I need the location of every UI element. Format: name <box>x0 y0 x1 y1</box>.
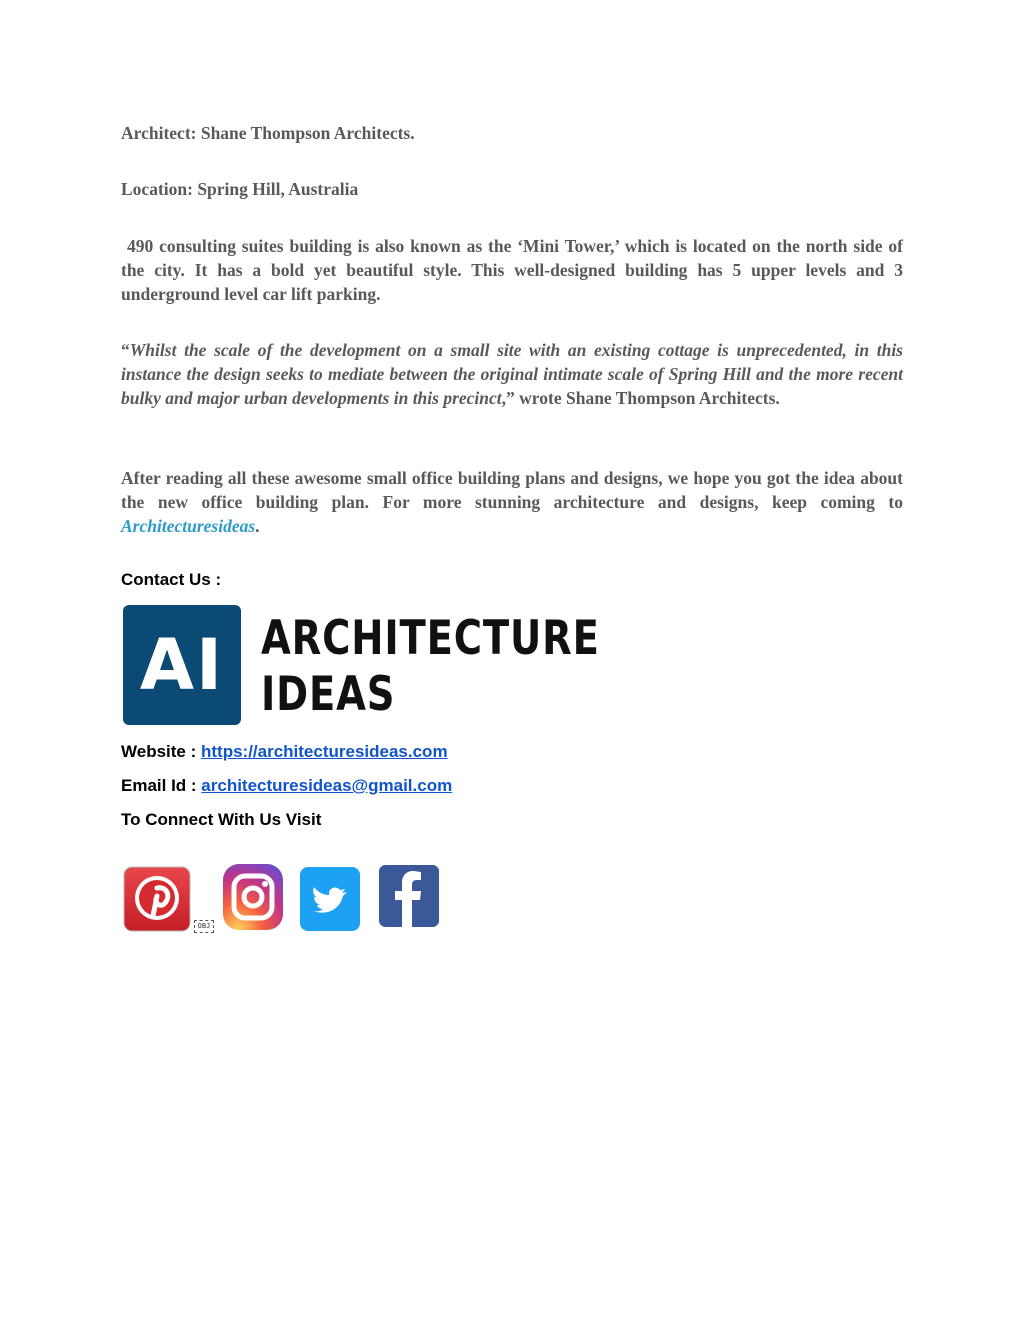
quote-text: Whilst the scale of the development on a small site with an existing cottage is unprecedented, in this instance the design seeks to mediate between the original intimate scale of Spring Hill and the more recent bulky and major urban developments in this precinct <box>121 340 903 408</box>
location-line: Location: Spring Hill, Australia <box>121 179 359 199</box>
quote-paragraph <box>121 338 903 410</box>
website-link[interactable]: https://architecturesideas.com <box>200 742 448 761</box>
logo-word-architecture: ARCHITECTURE <box>261 611 600 666</box>
closing-period: . <box>255 516 260 536</box>
email-line <box>121 776 452 796</box>
logo-mark-text: AI <box>139 624 225 706</box>
email-link[interactable]: architecturesideas@gmail.com <box>201 776 453 795</box>
architect-line: Architect: Shane Thompson Architects. <box>121 123 415 143</box>
architecturesideas-link[interactable]: Architecturesideas <box>121 516 256 536</box>
contact-heading: Contact Us : <box>121 570 222 589</box>
social-icons-row <box>121 842 451 942</box>
description-paragraph: 490 consulting suites building is also known as the ‘Mini Tower,’ which is located on the north side of the city. It has a bold yet beautiful style. This well-designed building has 5 upper levels and 3 underground level car lift parking. <box>121 236 903 304</box>
quote-open-mark: “ <box>121 340 130 360</box>
website-line <box>121 742 448 762</box>
website-label: Website : <box>121 742 201 761</box>
email-label: Email Id : <box>121 776 202 795</box>
closing-text: After reading all these awesome small office building plans and designs, we hope you got the idea about the new office building plan. For more stunning architecture and designs, keep coming to <box>121 468 903 512</box>
logo-word-ideas: IDEAS <box>261 667 396 722</box>
connect-text: To Connect With Us Visit <box>121 810 322 829</box>
logo-mark <box>123 605 241 725</box>
twitter-icon[interactable] <box>299 866 361 932</box>
architecture-ideas-logo <box>121 603 600 727</box>
obj-marker: OBJ <box>194 920 214 933</box>
pinterest-icon[interactable] <box>123 866 191 932</box>
closing-paragraph <box>121 466 903 538</box>
quote-attribution: ,” wrote Shane Thompson Architects. <box>501 388 780 408</box>
instagram-icon[interactable] <box>221 862 285 934</box>
facebook-icon[interactable] <box>378 864 440 928</box>
